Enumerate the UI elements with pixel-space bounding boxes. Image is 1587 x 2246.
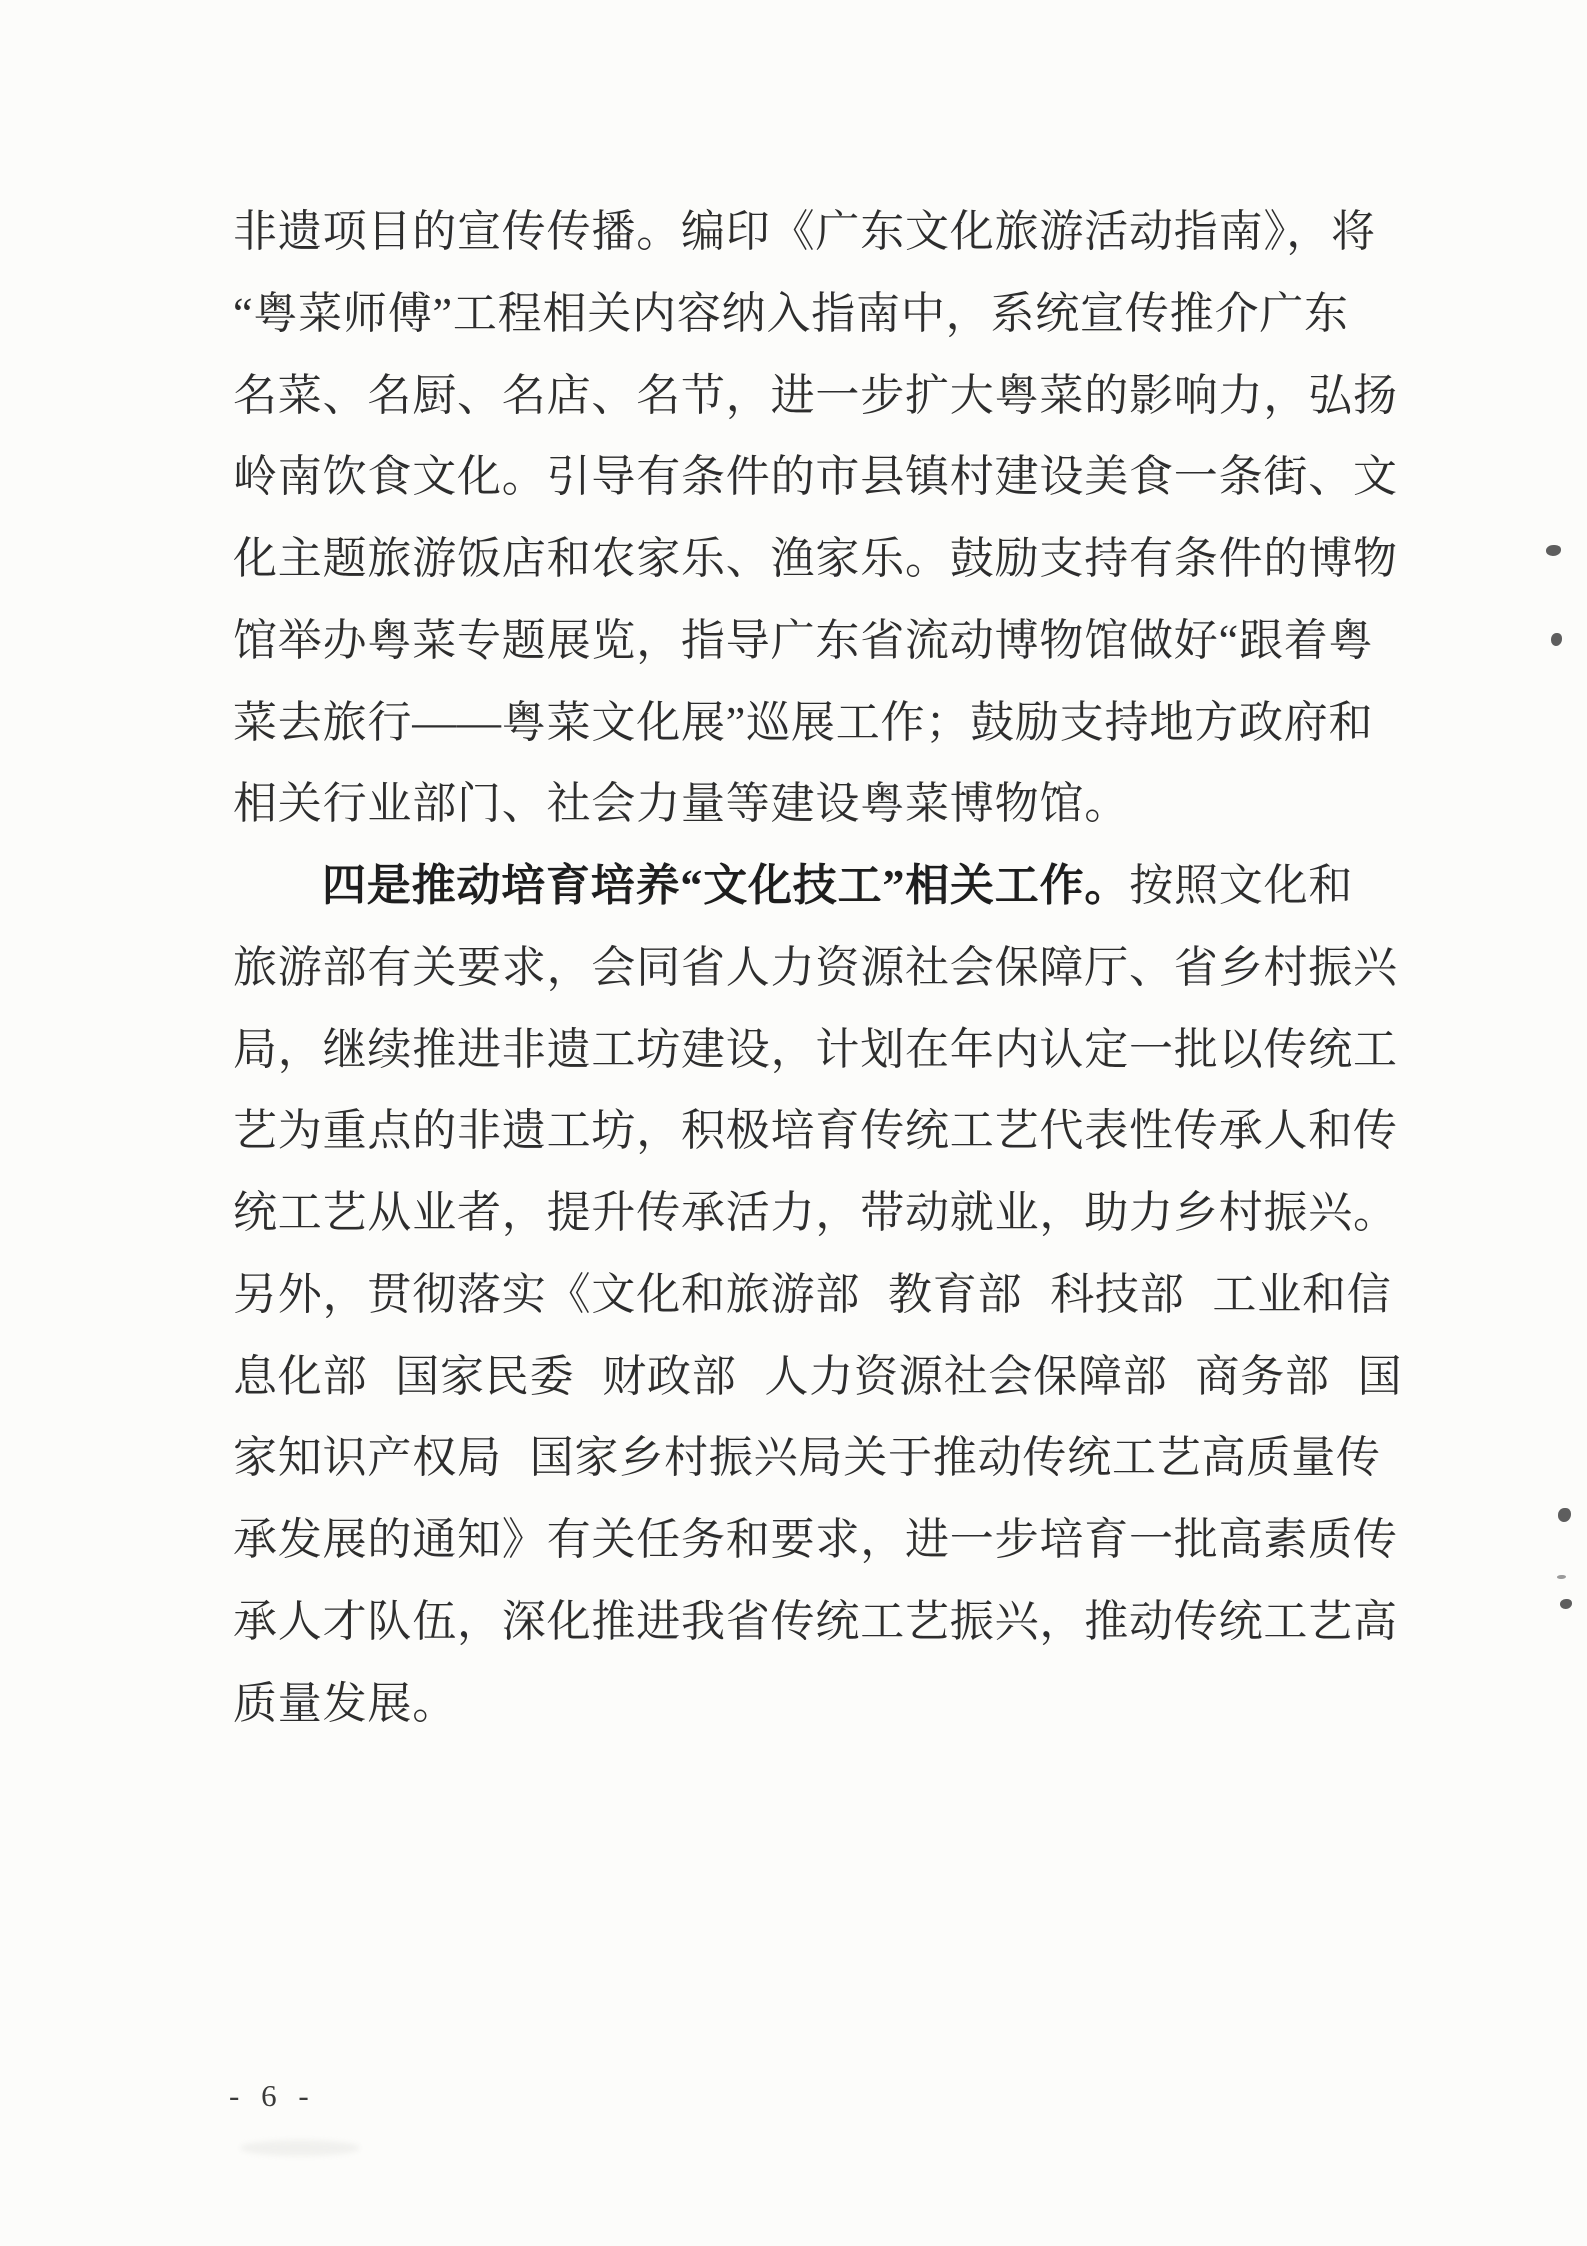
line-text: 非遗项目的宣传传播。编印《广东文化旅游活动指南》，将	[233, 207, 1376, 256]
text-line	[233, 1417, 1443, 1499]
scan-speck	[1557, 1575, 1566, 1579]
line-text: 馆举办粤菜专题展览，指导广东省流动博物馆做好“跟着粤	[233, 615, 1374, 665]
text-line	[233, 355, 1443, 437]
text-line	[233, 763, 1443, 845]
line-text: 家知识产权局 国家乡村振兴局关于推动传统工艺高质量传	[233, 1433, 1381, 1483]
text-line	[233, 273, 1443, 355]
text-line	[233, 1172, 1443, 1254]
text-line	[233, 1254, 1443, 1336]
scan-speck	[1551, 633, 1562, 646]
page-number: - 6 -	[229, 2078, 316, 2113]
line-text: 另外，贯彻落实《文化和旅游部 教育部 科技部 工业和信	[233, 1269, 1392, 1319]
line-text: 质量发展。	[233, 1678, 457, 1728]
text-line	[233, 600, 1443, 682]
text-line	[233, 927, 1443, 1009]
text-line	[233, 1499, 1443, 1581]
text-line	[233, 1336, 1443, 1418]
document-body	[233, 191, 1443, 1744]
line-text: 局，继续推进非遗工坊建设，计划在年内认定一批以传统工	[233, 1024, 1398, 1074]
line-text: 化主题旅游饭店和农家乐、渔家乐。鼓励支持有条件的博物	[233, 534, 1398, 583]
line-text: 旅游部有关要求，会同省人力资源社会保障厅、省乡村振兴	[233, 942, 1398, 992]
line-text: 承发展的通知》有关任务和要求，进一步培育一批高素质传	[233, 1515, 1398, 1564]
text-line	[233, 682, 1443, 764]
scan-speck	[1558, 1508, 1571, 1522]
line-text: 承人才队伍，深化推进我省传统工艺振兴，推动传统工艺高	[233, 1596, 1398, 1646]
line-text: 菜去旅行——粤菜文化展”巡展工作；鼓励支持地方政府和	[233, 697, 1374, 747]
line-text: 按照文化和	[1129, 861, 1354, 910]
text-line	[233, 518, 1443, 600]
scan-speck	[1546, 545, 1561, 556]
scan-smudge	[240, 2140, 360, 2156]
text-line	[233, 1581, 1443, 1663]
line-text: 相关行业部门、社会力量等建设粤菜博物馆。	[233, 779, 1129, 829]
text-line	[233, 845, 1443, 927]
line-text: 统工艺从业者，提升传承活力，带动就业，助力乡村振兴。	[233, 1188, 1398, 1237]
line-text: 名菜、名厨、名店、名节，进一步扩大粤菜的影响力，弘扬	[233, 370, 1398, 420]
scan-speck	[1560, 1599, 1572, 1609]
text-line	[233, 191, 1443, 273]
text-line	[233, 1009, 1443, 1091]
text-line	[233, 1663, 1443, 1745]
text-line	[233, 436, 1443, 518]
paragraph-lead-bold: 四是推动培育培养“文化技工”相关工作。	[322, 861, 1130, 910]
line-text: 岭南饮食文化。引导有条件的市县镇村建设美食一条街、文	[233, 452, 1398, 502]
line-text: 息化部 国家民委 财政部 人力资源社会保障部 商务部 国	[233, 1351, 1403, 1401]
text-line	[233, 1090, 1443, 1172]
line-text: 艺为重点的非遗工坊，积极培育传统工艺代表性传承人和传	[233, 1106, 1398, 1156]
line-text: “粤菜师傅”工程相关内容纳入指南中，系统宣传推介广东	[233, 288, 1349, 338]
